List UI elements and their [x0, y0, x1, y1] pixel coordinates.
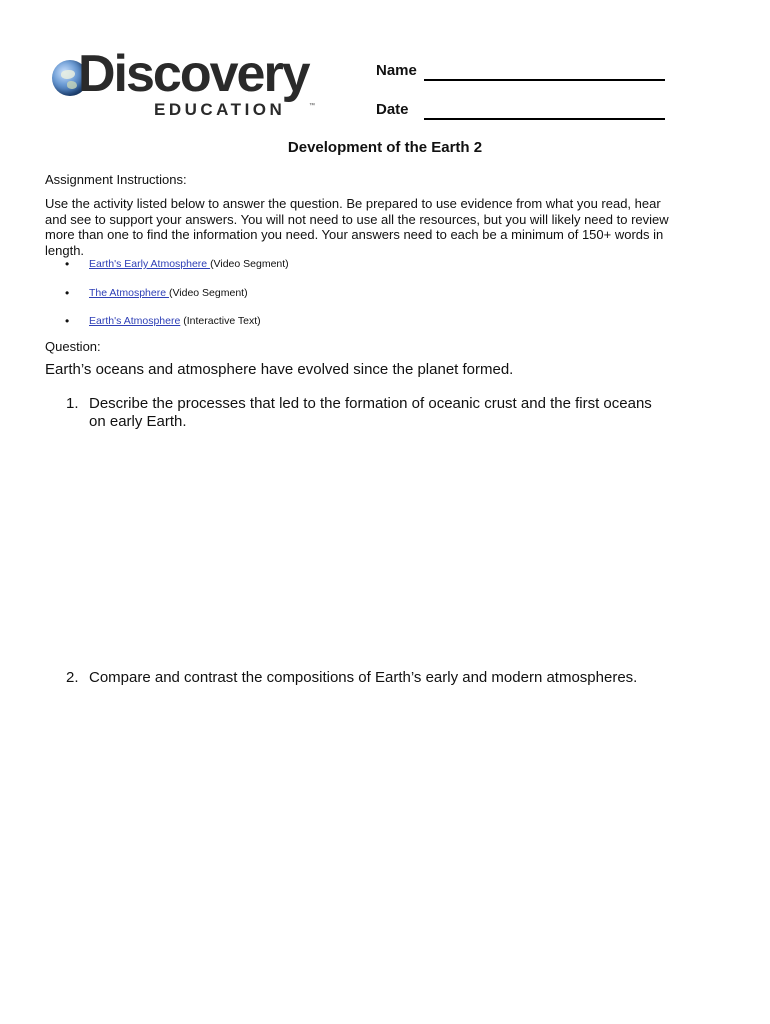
- bullet-icon: •: [65, 285, 70, 300]
- bullet-icon: •: [65, 314, 70, 328]
- logo-wordmark: Discovery: [78, 45, 309, 103]
- resource-list: [45, 256, 289, 342]
- question-item: [66, 395, 669, 431]
- bullet-icon: •: [65, 257, 70, 271]
- question-heading: Question:: [45, 339, 101, 354]
- question-text: Describe the processes that led to the formation of oceanic crust and the first oceans on early Earth.: [89, 395, 652, 430]
- resource-item: [45, 285, 289, 314]
- question-prompt: Earth’s oceans and atmosphere have evolved since the planet formed.: [45, 361, 514, 378]
- question-item: [66, 669, 669, 687]
- date-field[interactable]: [376, 101, 409, 118]
- resource-link[interactable]: The Atmosphere: [89, 286, 169, 299]
- resource-link[interactable]: Earth's Atmosphere: [89, 315, 181, 327]
- page-title: Development of the Earth 2: [287, 139, 483, 156]
- question-number: 2.: [66, 669, 79, 686]
- resource-type: (Video Segment): [168, 286, 248, 299]
- resource-type: (Video Segment): [210, 258, 289, 270]
- resource-link[interactable]: Earth's Early Atmosphere: [89, 258, 211, 270]
- name-line[interactable]: [424, 79, 665, 81]
- question-number: 1.: [66, 395, 79, 412]
- instructions-text: Use the activity listed below to answer the question. Be prepared to use evidence from what you read, hear and see to support your answers. You will not need to use all the resources, but you will likely need to review more than one to find the information you need. Your answers need to each be a minimum of 150+ words in length.: [45, 196, 669, 258]
- discovery-education-logo: [50, 45, 330, 122]
- resource-item: [45, 256, 289, 285]
- date-label: Date: [376, 101, 409, 118]
- logo-subtitle: EDUCATION: [154, 100, 286, 119]
- name-field[interactable]: [376, 62, 417, 79]
- instructions-heading: Assignment Instructions:: [45, 172, 187, 187]
- name-label: Name: [376, 62, 417, 79]
- resource-item: [45, 313, 289, 342]
- resource-type: (Interactive Text): [183, 315, 261, 327]
- logo-trademark: ™: [309, 103, 315, 109]
- question-text: Compare and contrast the compositions of Earth’s early and modern atmospheres.: [89, 669, 638, 686]
- date-line[interactable]: [424, 118, 665, 120]
